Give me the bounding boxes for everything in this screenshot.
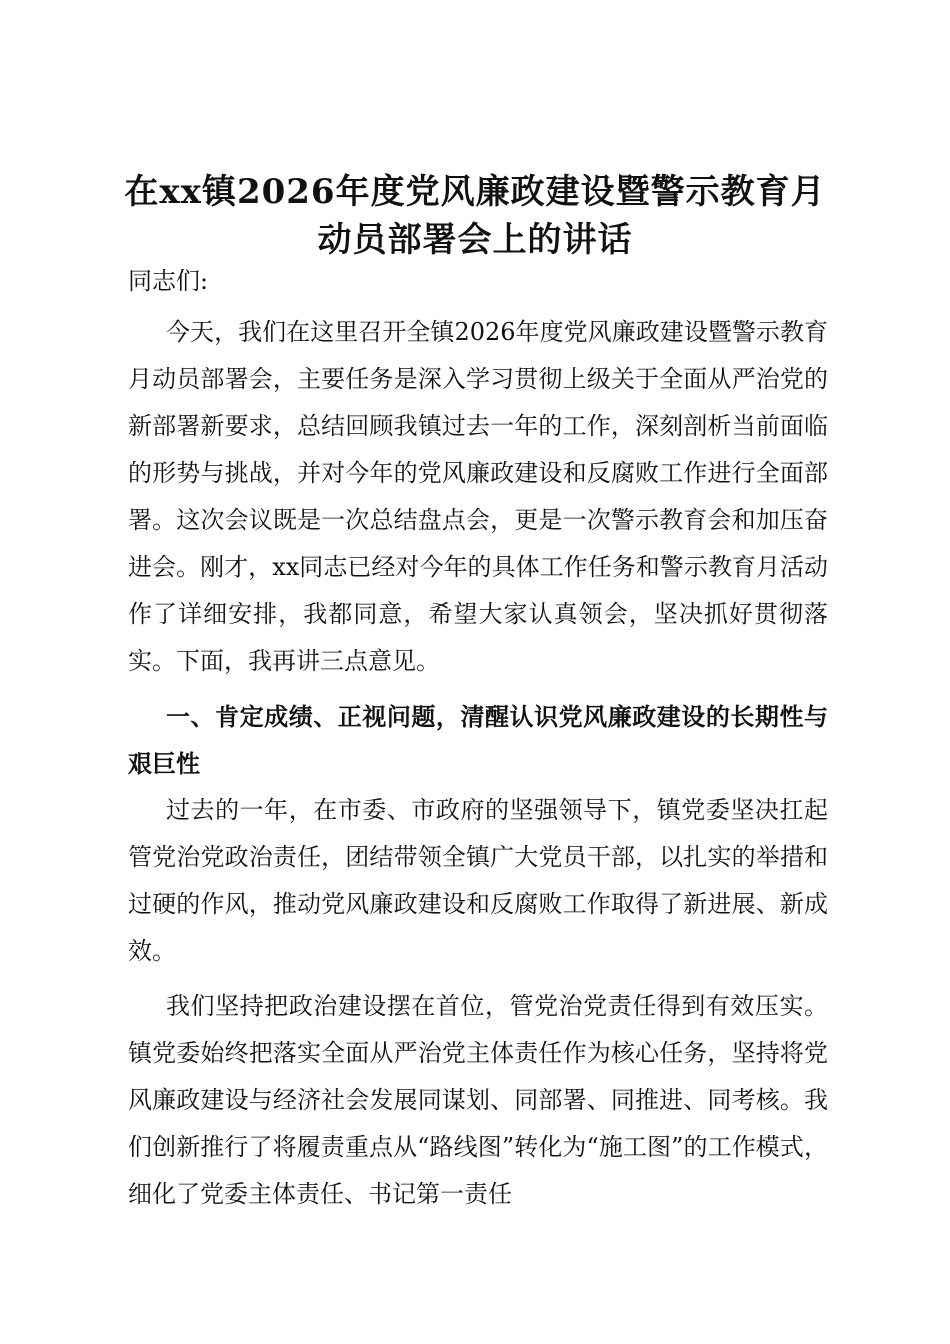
paragraph-political: 我们坚持把政治建设摆在首位，管党治党责任得到有效压实。镇党委始终把落实全面从严治党主体责任作为核心任务，坚持将党风廉政建设与经济社会发展同谋划、同部署、同推进、同考核。我们创新推行了将履责重点从“路线图”转化为“施工图”的工作模式，细化了党委主体责任、书记第一责任 bbox=[128, 992, 828, 1208]
title-line-1: 在xx镇2026年度党风廉政建设暨警示教育月 bbox=[124, 172, 826, 212]
paragraph-intro: 今天，我们在这里召开全镇2026年度党风廉政建设暨警示教育月动员部署会，主要任务是深入学习贯彻上级关于全面从严治党的新部署新要求，总结回顾我镇过去一年的工作，深刻剖析当前面临的形势与挑战，并对今年的党风廉政建设和反腐败工作进行全面部署。这次会议既是一次总结盘点会，更是一次警示教育会和加压奋进会。刚才，xx同志已经对今年的具体工作任务和警示教育月活动作了详细安排，我都同意，希望大家认真领会，坚决抓好贯彻落实。下面，我再讲三点意见。 bbox=[128, 318, 828, 675]
document-body bbox=[128, 258, 828, 1226]
paragraph-review: 过去的一年，在市委、市政府的坚强领导下，镇党委坚决扛起管党治党政治责任，团结带领全镇广大党员干部，以扎实的举措和过硬的作风，推动党风廉政建设和反腐败工作取得了新进展、新成效。 bbox=[128, 796, 828, 965]
document-title bbox=[120, 168, 830, 264]
title-line-2: 动员部署会上的讲话 bbox=[317, 220, 633, 260]
greeting: 同志们: bbox=[128, 267, 209, 295]
section-heading-1: 一、肯定成绩、正视问题，清醒认识党风廉政建设的长期性与艰巨性 bbox=[128, 702, 828, 778]
